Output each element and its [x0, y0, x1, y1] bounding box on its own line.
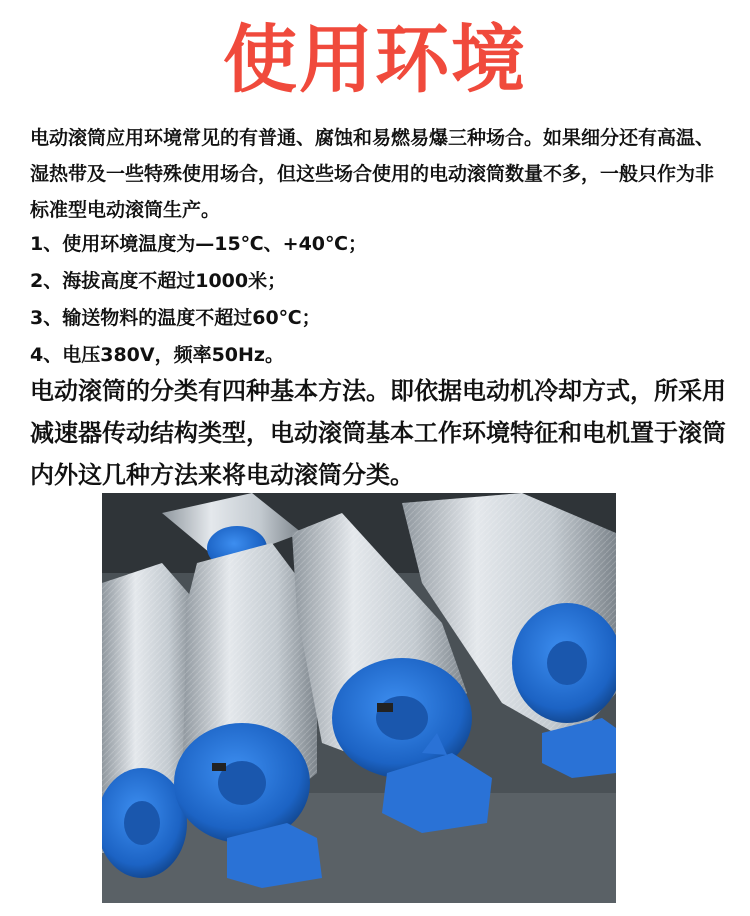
- condition-item-voltage: 4、电压380V，频率50Hz。: [30, 344, 284, 366]
- page-title: 使用环境: [223, 17, 527, 103]
- condition-item-temperature: 1、使用环境温度为—15℃、+40℃；: [30, 233, 368, 255]
- condition-item-altitude: 2、海拔高度不超过1000米；: [30, 270, 287, 292]
- drum-far-left: [102, 563, 197, 878]
- classification-summary: 电动滚筒的分类有四种基本方法。即依据电动机冷却方式，所采用减速器传动结构类型，电动滚筒基本工作环境特征和电机置于滚筒内外这几种方法来将电动滚筒分类。: [30, 377, 726, 489]
- product-photo: [102, 493, 616, 903]
- motorized-drum-rollers-image: [102, 493, 616, 903]
- intro-paragraph: 电动滚筒应用环境常见的有普通、腐蚀和易燃易爆三种场合。如果细分还有高温、湿热带及一些特殊使用场合，但这些场合使用的电动滚筒数量不多，一般只作为非标准型电动滚筒生产。: [30, 127, 715, 221]
- condition-item-material-temperature: 3、输送物料的温度不超过60℃；: [30, 307, 321, 329]
